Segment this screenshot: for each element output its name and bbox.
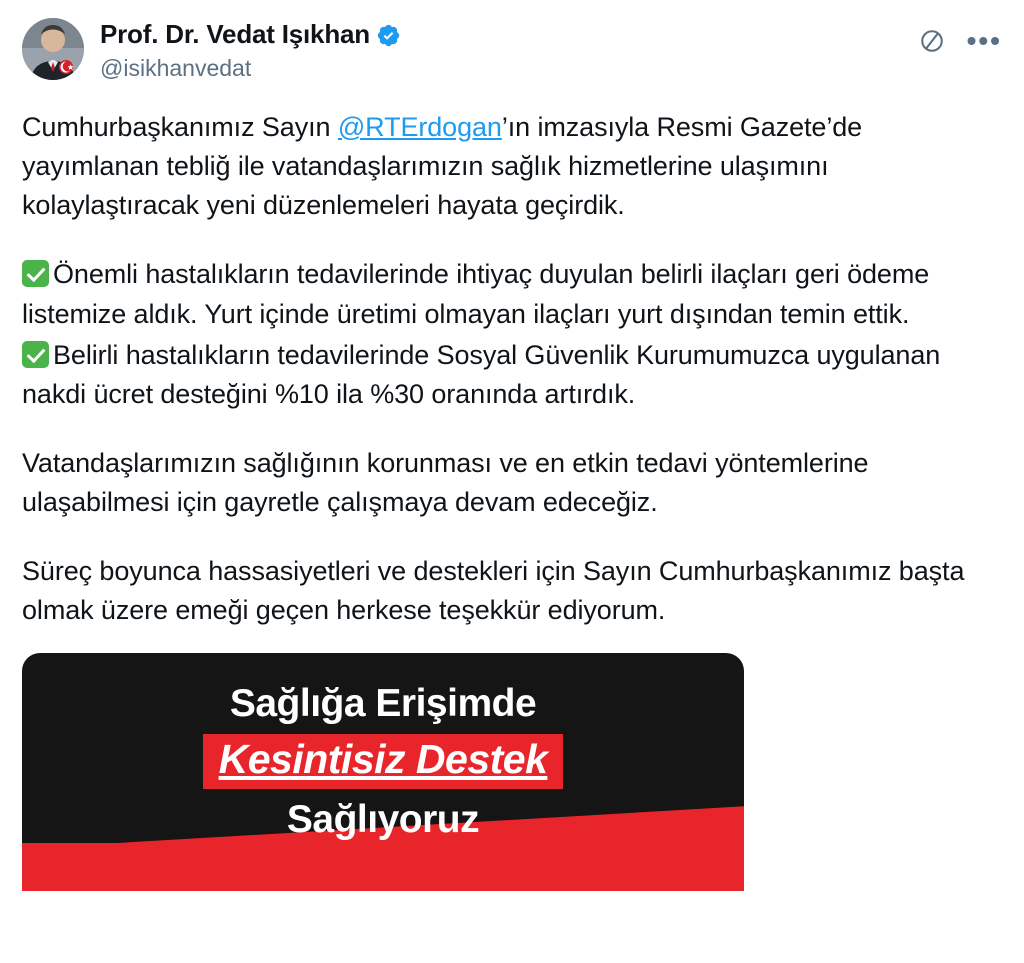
- tweet-text: [22, 108, 1002, 631]
- media-line-2-highlight: [203, 734, 564, 788]
- media-line-3: Sağlıyoruz: [286, 797, 480, 841]
- identity-block: [100, 18, 401, 83]
- more-options-icon[interactable]: •••: [966, 25, 1002, 56]
- paragraph-closing-1: Vatandaşlarımızın sağlığının korunması ve en etkin tedavi yöntemlerine ulaşabilmesi için gayretle çalışmaya devam edeceğiz.: [22, 447, 876, 518]
- green-check-icon: [22, 260, 49, 287]
- bullet-2-text: Belirli hastalıkların tedavilerinde Sosyal Güvenlik Kurumumuzca uygulanan nakdi ücret desteğini %10 ila %30 oranında artırdık.: [22, 339, 948, 409]
- media-line-1: Sağlığa Erişimde: [229, 681, 537, 725]
- name-row: [100, 20, 401, 50]
- header-actions: [919, 25, 1002, 56]
- media-text-block: [22, 683, 744, 842]
- paragraph-1-prefix: Cumhurbaşkanımız Sayın: [22, 112, 338, 142]
- paragraph-intro: [22, 108, 1002, 225]
- verified-badge-icon: [376, 23, 401, 48]
- media-card[interactable]: [22, 653, 744, 891]
- bullet-1-text: Önemli hastalıkların tedavilerinde ihtiyaç duyulan belirli ilaçları geri ödeme listemize aldık. Yurt içinde üretimi olmayan ilaçları yurt dışından temin ettik.: [22, 259, 937, 329]
- bullet-item-1: [22, 255, 1002, 333]
- media-line-2: Kesintisiz Destek: [218, 736, 548, 783]
- paragraph-closing-2: Süreç boyunca hassasiyetleri ve destekleri için Sayın Cumhurbaşkanımız başta olmak üzere emeği geçen herkese teşekkür ediyorum.: [22, 556, 972, 626]
- paragraph-1-suffix: ’ın imzasıyla Resmi Gazete’de yayımlanan tebliğ ile vatandaşlarımızın sağlık hizmetlerine ulaşımını kolaylaştıracak yeni düzenlemeleri hayata geçirdik.: [22, 112, 870, 221]
- display-name[interactable]: Prof. Dr. Vedat Işıkhan: [100, 19, 370, 49]
- bullet-item-2: [22, 336, 1002, 414]
- avatar[interactable]: [22, 18, 84, 80]
- media-red-base: [22, 843, 744, 891]
- user-handle[interactable]: @isikhanvedat: [100, 54, 252, 81]
- mention-link[interactable]: @RTErdogan: [337, 112, 502, 142]
- tweet-header: [22, 18, 1002, 94]
- grok-icon[interactable]: [919, 28, 945, 54]
- green-check-icon: [22, 341, 49, 368]
